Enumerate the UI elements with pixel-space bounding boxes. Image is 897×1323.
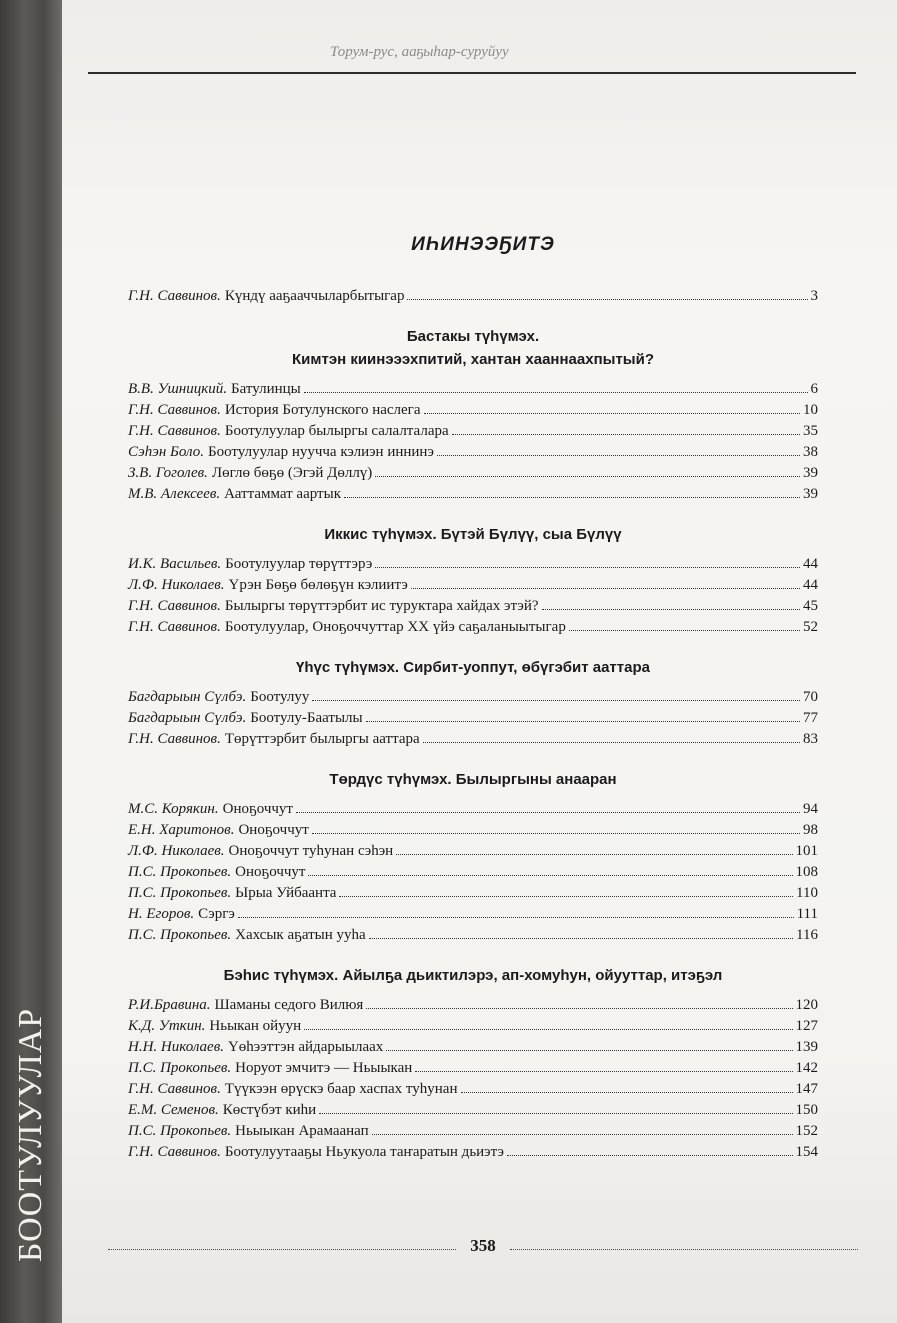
entry-title: Боотулуулар, Оноҕоччуттар ХХ үйэ саҕаланыытыгар [224,619,566,635]
entry-title: Күндү ааҕааччыларбытыгар [224,288,405,304]
entry-page: 98 [803,822,818,838]
dot-leader [308,875,792,876]
entry-title: Батулинцы [231,381,301,397]
dot-leader [312,700,800,701]
section-title [128,656,818,679]
page-number: 358 [470,1236,496,1255]
toc-entry [128,1016,818,1037]
entry-page: 142 [795,1060,818,1076]
entry-author: Г.Н. Саввинов. [128,288,221,304]
entry-title: Оноҕоччут [235,864,306,880]
entry-author: Е.М. Семенов. [128,1102,219,1118]
entry-author: Г.Н. Саввинов. [128,402,221,418]
entry-title: Боотулуутааҕы Ньукуола таҥаратын дьиэтэ [224,1144,504,1160]
entry-page: 3 [810,288,818,304]
dot-leader [238,917,794,918]
toc-entry [128,1079,818,1100]
toc-sections [128,325,818,1177]
toc-title: ИҺИНЭЭҔИТЭ [411,234,555,255]
entry-author: П.С. Прокопьев. [128,1123,232,1139]
header-rule [88,72,856,74]
entry-title: Хахсык аҕатын ууһа [235,927,366,943]
entry-title: Түүкээн өрүскэ баар хаспах туһунан [224,1081,458,1097]
dot-leader [415,1071,792,1072]
entry-page: 110 [796,885,818,901]
dot-leader [569,630,800,631]
entry-page: 101 [795,843,818,859]
dot-leader [312,833,800,834]
entry-title: Үрэн Бөҕө бөлөҕүн кэлиитэ [228,577,408,593]
entry-page: 39 [803,465,818,481]
entry-title: Үөһээттэн айдарыылаах [227,1039,384,1055]
toc-entry [128,484,818,505]
spine-title [4,985,58,1285]
toc-entry [128,1058,818,1079]
entry-page: 116 [796,927,818,943]
toc-entry [128,925,818,946]
entry-author: П.С. Прокопьев. [128,885,232,901]
dot-leader [424,413,801,414]
entry-page: 120 [795,997,818,1013]
dot-leader [304,392,808,393]
running-header: Торум-рус, ааҕыһар-суруйуу [330,44,509,60]
dot-leader [375,567,800,568]
toc-entry [128,1142,818,1163]
dot-leader [411,588,800,589]
toc-entry [128,708,818,729]
entry-page: 94 [803,801,818,817]
dot-leader [407,299,807,300]
entry-page: 108 [795,864,818,880]
toc-entry [128,1037,818,1058]
entry-page: 147 [795,1081,818,1097]
entry-title: Төрүттэрбит былыргы ааттара [224,731,420,747]
dot-leader [452,434,800,435]
section-title-line: Иккис түһүмэх. Бүтэй Бүлүү, сыа Бүлүү [324,526,622,543]
section-title-line: Төрдүс түһүмэх. Былыргыны анааран [329,771,617,788]
entry-title: Лөглө бөҕө (Эгэй Дөллү) [211,465,373,481]
entry-author: И.К. Васильев. [128,556,222,572]
toc-entry [128,995,818,1016]
toc-entry [128,904,818,925]
section-title-line: Үһүс түһүмэх. Сирбит-уоппут, өбүгэбит ааттара [296,659,650,676]
entry-page: 150 [795,1102,818,1118]
section-title [128,768,818,791]
entry-page: 127 [795,1018,818,1034]
entry-author: П.С. Прокопьев. [128,864,232,880]
entry-page: 45 [803,598,818,614]
entry-author: Г.Н. Саввинов. [128,619,221,635]
dot-leader [507,1155,793,1156]
entry-title: Оноҕоччут [222,801,293,817]
entry-author: Г.Н. Саввинов. [128,1081,221,1097]
entry-title: Ньыкан ойуун [209,1018,302,1034]
dot-leader [437,455,800,456]
entry-author: П.С. Прокопьев. [128,1060,232,1076]
entry-title: Оноҕоччут [238,822,309,838]
entry-author: Г.Н. Саввинов. [128,731,221,747]
entry-author: Е.Н. Харитонов. [128,822,235,838]
entry-author: Н. Егоров. [128,906,195,922]
dot-leader [304,1029,792,1030]
dot-leader [296,812,800,813]
toc-entry [128,729,818,750]
entry-page: 35 [803,423,818,439]
toc-entry [128,799,818,820]
toc-entry [128,379,818,400]
dot-leader [339,896,793,897]
toc-entry [128,400,818,421]
entry-author: Л.Ф. Николаев. [128,843,225,859]
dot-leader [461,1092,793,1093]
entry-title: Оноҕоччут туһунан сэһэн [228,843,394,859]
toc-entry-intro [128,286,818,307]
dot-leader [372,1134,793,1135]
entry-page: 70 [803,689,818,705]
dot-leader [366,1008,792,1009]
toc-entry [128,820,818,841]
toc-entry [128,883,818,904]
entry-page: 44 [803,556,818,572]
dot-leader [396,854,792,855]
toc-entry [128,617,818,638]
toc-entry [128,442,818,463]
entry-author: Р.И.Бравина. [128,997,211,1013]
dot-leader [386,1050,792,1051]
footer-dot-line-left [108,1249,456,1250]
entry-author: В.В. Ушницкий. [128,381,228,397]
dot-leader [542,609,800,610]
toc-entry [128,554,818,575]
section-title [128,325,818,371]
entry-title: Ньыыкан Арамаанап [235,1123,369,1139]
entry-title: История Ботулунского наслега [224,402,421,418]
entry-title: Былыргы төрүттэрбит ис туруктара хайдах этэй? [224,598,539,614]
entry-page: 6 [810,381,818,397]
entry-page: 83 [803,731,818,747]
toc-entry [128,1121,818,1142]
dot-leader [375,476,800,477]
entry-title: Боотулуу [250,689,310,705]
section-title-line: Бэһис түһүмэх. Айылҕа дьиктилэрэ, ап-хомуһун, ойууттар, итэҕэл [223,967,723,984]
spine-title-text: БООТУЛУУЛАР [12,1007,49,1263]
table-of-contents [128,226,818,1177]
entry-page: 154 [795,1144,818,1160]
section-title [128,964,818,987]
entry-page: 44 [803,577,818,593]
section-title-line: Кимтэн киинэээхпитий, хантан хааннаахпытый? [292,351,654,368]
entry-author: Сэһэн Боло. [128,444,204,460]
section-title [128,523,818,546]
entry-page: 52 [803,619,818,635]
toc-entry [128,463,818,484]
entry-author: К.Д. Уткин. [128,1018,206,1034]
toc-entry [128,687,818,708]
dot-leader [319,1113,792,1114]
entry-title: Норуот эмчитэ — Ньыыкан [235,1060,413,1076]
entry-author: М.С. Корякин. [128,801,219,817]
entry-author: Багдарыын Сүлбэ. [128,689,247,705]
entry-title: Ырыа Уйбаанта [235,885,337,901]
entry-page: 39 [803,486,818,502]
entry-author: Г.Н. Саввинов. [128,1144,221,1160]
entry-title: Боотулуулар былыргы салалталара [224,423,449,439]
entry-page: 38 [803,444,818,460]
entry-author: Багдарыын Сүлбэ. [128,710,247,726]
toc-entry [128,596,818,617]
entry-page: 77 [803,710,818,726]
entry-author: М.В. Алексеев. [128,486,221,502]
entry-title: Шаманы седого Вилюя [214,997,364,1013]
toc-entry [128,841,818,862]
entry-title: Сэргэ [198,906,235,922]
toc-entry [128,575,818,596]
entry-page: 152 [795,1123,818,1139]
page-footer [108,1236,858,1256]
entry-page: 139 [795,1039,818,1055]
toc-entry [128,1100,818,1121]
dot-leader [369,938,793,939]
entry-author: П.С. Прокопьев. [128,927,232,943]
dot-leader [423,742,800,743]
dot-leader [344,497,800,498]
entry-author: Г.Н. Саввинов. [128,423,221,439]
entry-page: 111 [796,906,818,922]
entry-title: Боотулуулар төрүттэрэ [225,556,373,572]
entry-title: Боотулу-Баатылы [250,710,363,726]
entry-author: З.В. Гоголев. [128,465,208,481]
entry-title: Көстүбэт киһи [222,1102,317,1118]
toc-entry [128,421,818,442]
footer-dot-line-right [510,1249,858,1250]
toc-entry [128,862,818,883]
entry-author: Л.Ф. Николаев. [128,577,225,593]
dot-leader [366,721,800,722]
entry-title: Боотулуулар нуучча кэлиэн иннинэ [207,444,434,460]
entry-title: Ааттаммат аартык [224,486,341,502]
entry-author: Г.Н. Саввинов. [128,598,221,614]
section-title-line: Бастакы түһүмэх. [406,328,540,345]
entry-author: Н.Н. Николаев. [128,1039,224,1055]
entry-page: 10 [803,402,818,418]
